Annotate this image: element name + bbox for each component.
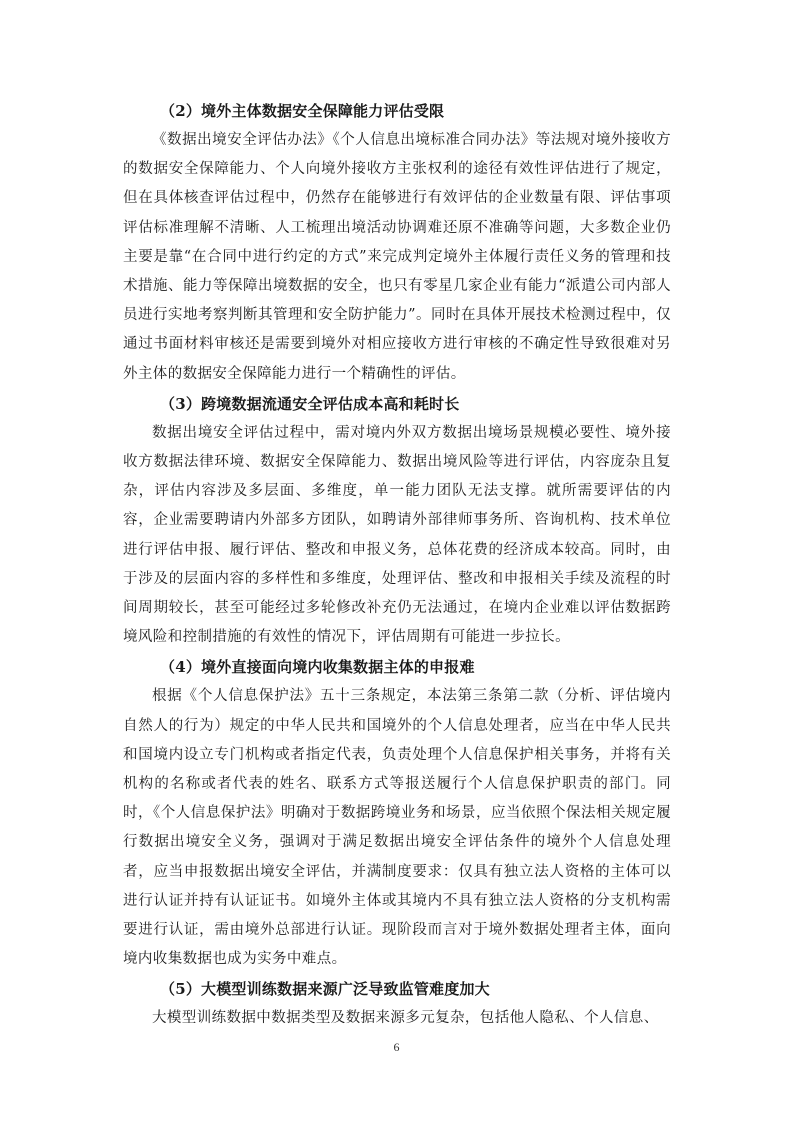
document-page <box>123 96 671 1034</box>
page-number: 6 <box>393 1040 400 1054</box>
section-paragraph-2: 《数据出境安全评估办法》《个人信息出境标准合同办法》等法规对境外接收方的数据安全保障能力、个人向境外接收方主张权利的途径有效性评估进行了规定，但在具体核查评估过程中，仍然存在能够进行有效评估的企业数量有限、评估事项评估标准理解不清晰、人工梳理出境活动协调难还原不准确等问题，大多数企业仍主要是靠“在合同中进行约定的方式”来完成判定境外主体履行责任义务的管理和技术措施、能力等保障出境数据的安全，也只有零星几家企业有能力“派遣公司内部人员进行实地考察判断其管理和安全防护能力”。同时在具体开展技术检测过程中，仅通过书面材料审核还是需要到境外对相应接收方进行审核的不确定性导致很难对另外主体的数据安全保障能力进行一个精确性的评估。 <box>123 132 671 382</box>
section-heading-3: （3）跨境数据流通安全评估成本高和耗时长 <box>160 394 460 413</box>
section-heading-5: （5）大模型训练数据来源广泛导致监管难度加大 <box>160 980 490 999</box>
section-heading-4: （4）境外直接面向境内收集数据主体的申报难 <box>160 658 475 677</box>
section-paragraph-3: 数据出境安全评估过程中，需对境内外双方数据出境场景规模必要性、境外接收方数据法律环境、数据安全保障能力、数据出境风险等进行评估，内容庞杂且复杂，评估内容涉及多层面、多维度，单一能力团队无法支撑。就所需要评估的内容，企业需要聘请内外部多方团队，如聘请外部律师事务所、咨询机构、技术单位进行评估申报、履行评估、整改和申报义务，总体花费的经济成本较高。同时，由于涉及的层面内容的多样性和多维度，处理评估、整改和申报相关手续及流程的时间周期较长，甚至可能经过多轮修改补充仍无法通过，在境内企业难以评估数据跨境风险和控制措施的有效性的情况下，评估周期有可能进一步拉长。 <box>123 424 671 646</box>
section-heading-2: （2）境外主体数据安全保障能力评估受限 <box>160 102 445 120</box>
section-paragraph-4: 根据《个人信息保护法》五十三条规定，本法第三条第二款（分析、评估境内自然人的行为）规定的中华人民共和国境外的个人信息处理者，应当在中华人民共和国境内设立专门机构或者指定代表，负责处理个人信息保护相关事务，并将有关机构的名称或者代表的姓名、联系方式等报送履行个人信息保护职责的部门。同时，《个人信息保护法》明确对于数据跨境业务和场景，应当依照个保法相关规定履行数据出境安全义务，强调对于满足数据出境安全评估条件的境外个人信息处理者，应当申报数据出境安全评估，并满制度要求：仅具有独立法人资格的主体可以进行认证并持有认证证书。如境外主体或其境内不具有独立法人资格的分支机构需要进行认证，需由境外总部进行认证。现阶段而言对于境外数据处理者主体，面向境内收集数据也成为实务中难点。 <box>123 688 671 968</box>
section-paragraph-5: 大模型训练数据中数据类型及数据来源多元复杂，包括他人隐私、个人信息、 <box>152 1010 659 1027</box>
